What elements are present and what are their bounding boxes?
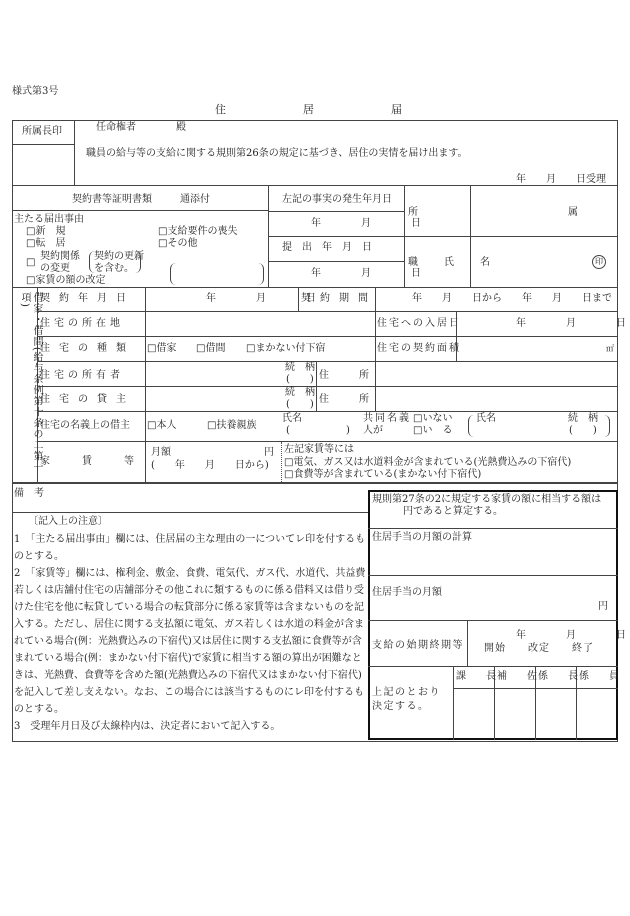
seal-box-section-chief[interactable]	[454, 689, 493, 738]
joint-exists-checkbox[interactable]: □い る	[413, 425, 453, 436]
contract-change-label-1: 契約関係	[40, 251, 80, 262]
contract-period-value[interactable]: 年 月 日から 年 月 日まで	[412, 293, 612, 304]
nominal-name-paren-close: )	[346, 425, 350, 436]
monthly-allowance-yen: 円	[598, 601, 608, 612]
type-label: 住宅の種類	[40, 343, 135, 354]
seal-box-deputy[interactable]	[495, 689, 534, 738]
note-3: 3 受理年月日及び太線枠内は、決定者において記入する。	[14, 721, 281, 732]
seal-box-unit-chief[interactable]	[536, 689, 575, 738]
notes-heading: 〔記入上の注意〕	[28, 516, 108, 527]
calc-label: 住居手当の月額の計算	[372, 532, 472, 543]
owner-relation-label: 続 柄	[285, 362, 315, 373]
other-reason-field[interactable]	[170, 263, 264, 285]
landlord-address-label: 住 所	[319, 394, 369, 405]
nominal-self-checkbox[interactable]: □本人	[147, 420, 177, 431]
approver-section-chief: 課 長	[456, 671, 496, 682]
monthly-allowance-field[interactable]	[370, 599, 596, 615]
joint-label-2: 人が	[363, 425, 383, 436]
landlord-relation-field[interactable]: ( )	[286, 399, 314, 410]
nominal-name-paren-open[interactable]: (	[286, 425, 290, 436]
period-label: 支給の始期終期等	[372, 640, 464, 651]
monthly-rent-label: 月額	[151, 447, 171, 458]
shozoku-seal-label: 所属長印	[22, 126, 62, 137]
occurrence-date-label: 左記の事実の発生年月日	[282, 194, 392, 205]
approver-staff: 係 員	[579, 671, 619, 682]
submission-date-value[interactable]: 年 月 日	[311, 268, 421, 279]
owner-address-field[interactable]	[376, 362, 617, 386]
rental-section-label: 借家・借間(給与条例第十条の二第一項)	[19, 292, 42, 473]
joint-label-1: 共同名義	[363, 413, 411, 424]
submission-date-label: 提 出 年 月 日	[282, 242, 372, 253]
monthly-rent-yen: 円	[264, 447, 274, 458]
joint-none-checkbox[interactable]: □いない	[413, 413, 453, 424]
area-label: 住宅の契約面積	[377, 343, 461, 354]
landlord-relation-label: 続 柄	[285, 387, 315, 398]
reasons-heading: 主たる届出事由	[14, 214, 84, 225]
type-lodging-checkbox[interactable]: □まかない付下宿	[246, 343, 326, 354]
note-1: 1 「主たる届出事由」欄には、住居届の主な理由の一についてレ印を付するものとする。	[14, 534, 366, 562]
period-types[interactable]: 開始 改定 終了	[484, 643, 594, 654]
reason-other-checkbox[interactable]: □その他	[158, 238, 198, 249]
landlord-address-field[interactable]	[376, 387, 617, 411]
shozoku-seal-area[interactable]	[13, 145, 74, 185]
calc-field[interactable]	[370, 545, 616, 575]
area-unit: ㎡	[606, 344, 614, 353]
decided-text: 上記のとおり決定する。	[372, 687, 441, 712]
received-date[interactable]: 年 月 日受理	[516, 174, 606, 185]
joint-relation-label: 続 柄	[568, 413, 598, 424]
affiliation-field[interactable]	[471, 186, 617, 236]
reason-loss-checkbox[interactable]: □支給要件の喪失	[158, 226, 238, 237]
approver-deputy: 補 佐	[497, 671, 537, 682]
joint-relation-field[interactable]: ( )	[569, 425, 597, 436]
period-date[interactable]: 年 月 日	[516, 630, 626, 641]
move-in-label: 住宅への入居日	[377, 318, 461, 329]
rule-text-2: 円であると算定する。	[403, 506, 503, 517]
nominal-lessee-label: 住宅の名義上の借主	[40, 420, 130, 431]
affiliation-label: 所 属	[408, 207, 600, 218]
renewal-label-1: 契約の更新	[94, 251, 144, 262]
appointing-authority: 任命権者 殿	[96, 122, 186, 133]
contract-period-label: 契約期間	[301, 293, 377, 304]
attachments-label: 契約書等証明書類	[72, 194, 152, 205]
reason-new-checkbox[interactable]: □新 規	[26, 226, 66, 237]
nominal-name-label: 氏名	[282, 413, 302, 424]
renewal-label-2: を含む。	[94, 263, 134, 274]
form-number: 様式第3号	[12, 86, 59, 97]
rent-label: 家 賃 等	[40, 456, 138, 467]
contract-date-label: 契約年月日	[40, 293, 135, 304]
includes-meals-checkbox[interactable]: □食費等が含まれている(まかない付下宿代)	[284, 469, 482, 480]
note-2: 2 「家賃等」欄には、権利金、敷金、食費、電気代、ガス代、水道代、共益費若しくは店舗付住宅の店舗部分その他これに類するものに係る借料又は借り受けた住宅を他に転貸している場合の転貸部分に係る家賃等は含まないものを記入する。ただし、居住に関する支払額に電気、ガス若しくは水道の料金が含まれている場合(例：光熱費込みの下宿代)又は居住に関する支払額に食費等が含まれている場合(例：まかない付下宿代)で家賃に相当する額の算出が困難なときは、光熱費、食費等を含めた額(光熱費込みの下宿代又はまかない付下宿代)を記入して差し支えない。なお、この場合には該当するものにレ印を付するものとする。	[14, 568, 366, 715]
type-room-checkbox[interactable]: □借間	[196, 343, 226, 354]
rule-text-1: 規則第27条の2に規定する家賃の額に相当する額は	[372, 494, 602, 505]
reason-contract-change-checkbox[interactable]: □	[26, 257, 36, 268]
move-in-value[interactable]: 年 月 日	[516, 318, 626, 329]
address-label: 住宅の所在地	[40, 318, 124, 329]
address-field[interactable]	[146, 312, 374, 336]
reason-rent-change-checkbox[interactable]: □家賃の額の改定	[26, 275, 106, 286]
joint-name-label: 氏名	[476, 413, 496, 424]
approver-unit-chief: 係 長	[538, 671, 578, 682]
monthly-allowance-label: 住居手当の月額	[372, 587, 442, 598]
seal-icon: 印	[592, 255, 606, 269]
nominal-dependent-checkbox[interactable]: □扶養親族	[207, 420, 257, 431]
remarks-label: 備 考	[14, 488, 44, 499]
owner-label: 住宅の所有者	[40, 370, 124, 381]
employee-name-label: 職 氏 名	[408, 257, 498, 268]
includes-heading: 左記家賃等には	[284, 444, 354, 455]
remarks-field[interactable]	[13, 500, 368, 512]
contract-change-label-2: の変更	[40, 263, 70, 274]
owner-address-label: 住 所	[319, 370, 369, 381]
seal-box-staff[interactable]	[577, 689, 616, 738]
attachments-count[interactable]: 通添付	[180, 194, 210, 205]
rent-from-date[interactable]: ( 年 月 日から)	[151, 460, 269, 471]
reason-move-checkbox[interactable]: □転 居	[26, 238, 66, 249]
includes-utilities-checkbox[interactable]: □電気、ガス又は水道料金が含まれている(光熱費込みの下宿代)	[284, 457, 572, 468]
monthly-rent-field[interactable]	[180, 445, 260, 459]
occurrence-date-value[interactable]: 年 月 日	[311, 218, 421, 229]
statement-text: 職員の給与等の支給に関する規則第26条の規定に基づき、居住の実情を届け出ます。	[86, 148, 468, 159]
owner-relation-field[interactable]: ( )	[286, 374, 314, 385]
page-title: 住 居 届	[215, 103, 402, 116]
landlord-label: 住宅の貸主	[40, 394, 135, 405]
contract-date-value[interactable]: 年 月 日	[206, 293, 316, 304]
type-house-checkbox[interactable]: □借家	[147, 343, 177, 354]
rule-amount-field[interactable]	[372, 506, 402, 518]
